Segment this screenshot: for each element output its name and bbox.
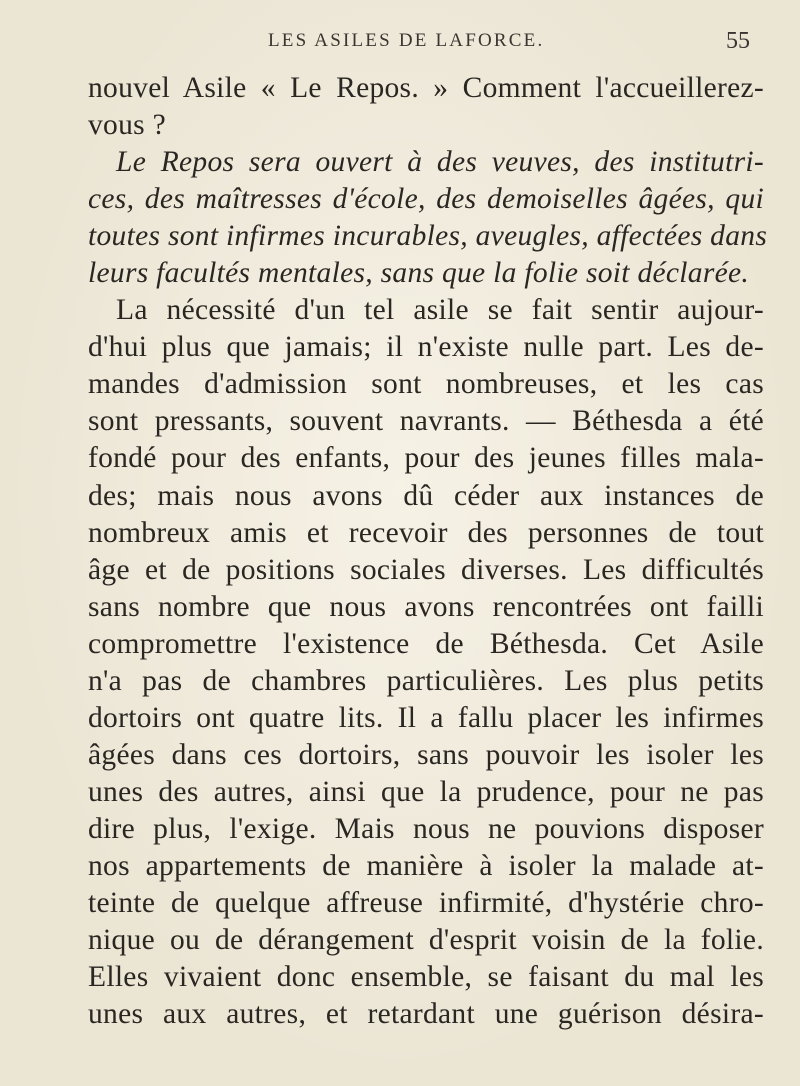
text-line: sans nombre que nous avons rencontrées ont failli [88,590,764,623]
text-line: La nécessité d'un tel asile se fait sentir aujour- [116,294,764,327]
text-line-italic: leurs facultés mentales, sans que la folie soit déclarée. [88,257,750,290]
text-line: nouvel Asile « Le Repos. » Comment l'accueillerez- [88,72,764,104]
text-line: n'a pas de chambres particulières. Les plus petits [88,664,764,697]
text-line-italic: toutes sont infirmes incurables, aveugles, affectées dans [88,220,768,253]
running-head: LES ASILES DE LAFORCE. [268,30,545,51]
text-line: nombreux amis et recevoir des personnes de tout [88,516,764,549]
text-line: unes des autres, ainsi que la prudence, pour ne pas [88,775,764,808]
text-body [88,70,768,1033]
text-line: teinte de quelque affreuse infirmité, d'hystérie chro- [88,887,764,920]
text-line-italic: ces, des maîtresses d'école, des demoiselles âgées, qui [88,183,764,216]
text-line: nos appartements de manière à isoler la malade at- [88,849,764,882]
page-header [0,28,800,60]
text-line: nique ou de dérangement d'esprit voisin de la folie. [88,924,764,957]
text-line: âge et de positions sociales diverses. Les difficultés [88,553,764,586]
text-line: des; mais nous avons dû céder aux instances de [88,479,764,512]
text-line: d'hui plus que jamais; il n'existe nulle part. Les de- [88,331,764,364]
text-line: unes aux autres, et retardant une guérison désira- [88,998,764,1031]
text-line: sont pressants, souvent navrants. — Béthesda a été [88,405,764,438]
text-line: âgées dans ces dortoirs, sans pouvoir les isoler les [88,738,764,771]
page-number: 55 [726,28,750,54]
text-line: vous ? [88,109,166,142]
text-line: fondé pour des enfants, pour des jeunes filles mala- [88,442,764,475]
text-line: mandes d'admission sont nombreuses, et les cas [88,368,764,401]
text-line-italic: Le Repos sera ouvert à des veuves, des institutri- [116,146,764,179]
text-line: dire plus, l'exige. Mais nous ne pouvions disposer [88,812,764,845]
text-line: Elles vivaient donc ensemble, se faisant du mal les [88,961,764,994]
text-line: compromettre l'existence de Béthesda. Cet Asile [88,627,764,660]
text-line: dortoirs ont quatre lits. Il a fallu placer les infirmes [88,701,764,734]
